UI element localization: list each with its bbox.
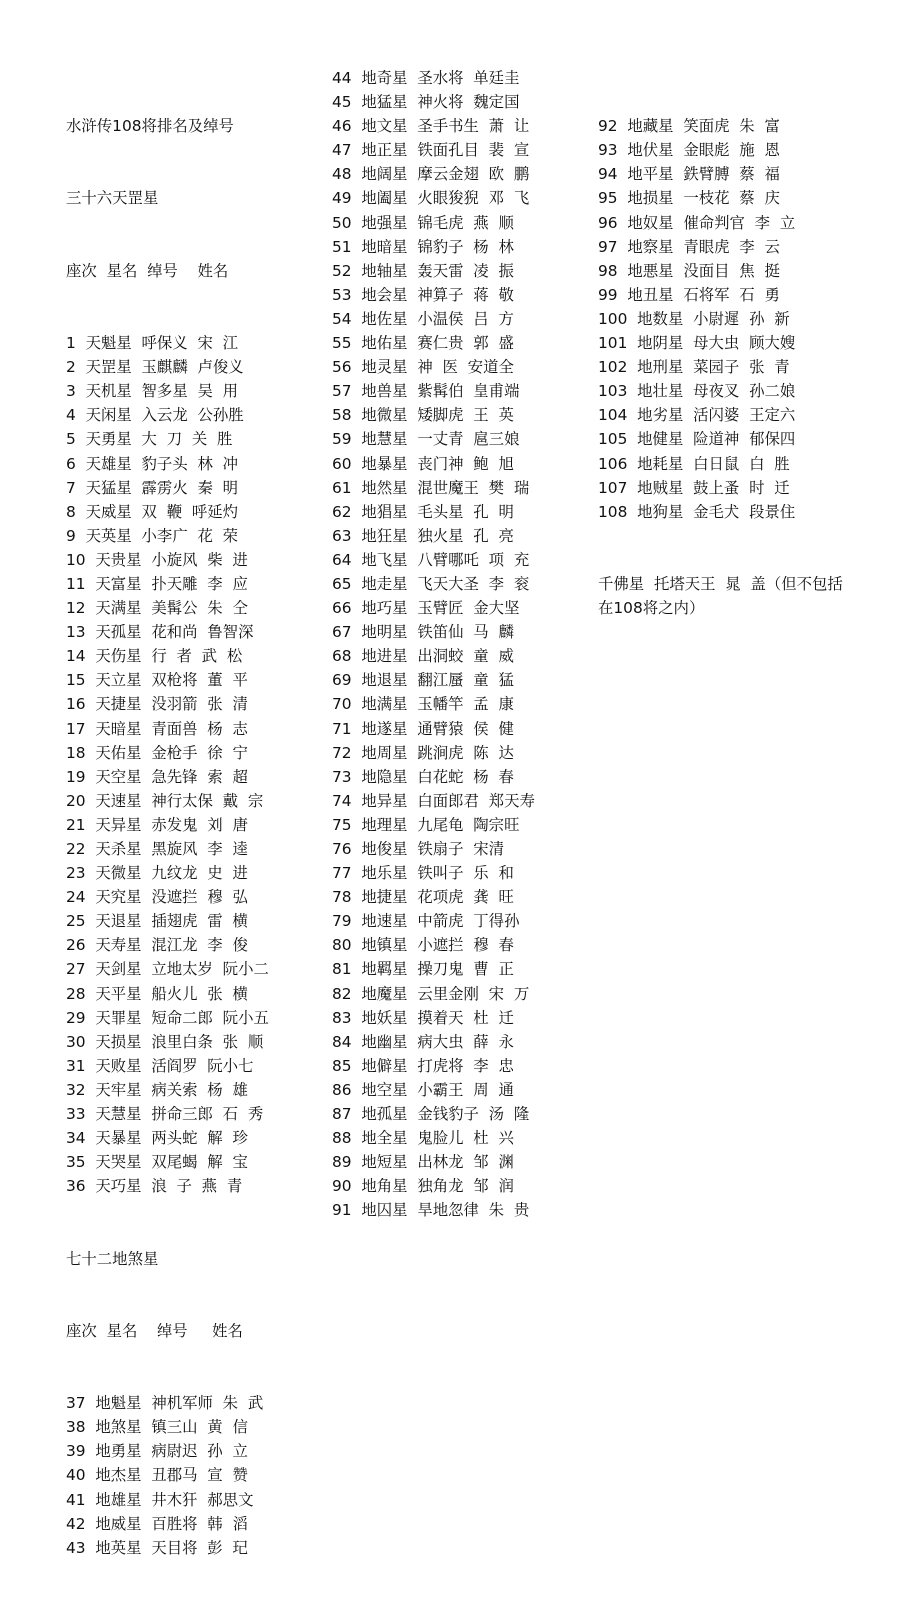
list-item: 100 地数星 小尉遲 孙 新 xyxy=(598,309,790,328)
list-item: 57 地兽星 紫髯伯 皇甫端 xyxy=(332,382,520,401)
list-item: 38 地煞星 镇三山 黄 信 xyxy=(66,1418,248,1437)
list-item: 87 地孤星 金钱豹子 汤 隆 xyxy=(332,1105,530,1124)
list-item: 4 天闲星 入云龙 公孙胜 xyxy=(66,406,244,425)
list-item: 46 地文星 圣手书生 萧 让 xyxy=(332,117,530,136)
list-item: 97 地察星 青眼虎 李 云 xyxy=(598,237,780,256)
list-item: 39 地勇星 病尉迟 孙 立 xyxy=(66,1442,248,1461)
list-item: 32 天牢星 病关索 杨 雄 xyxy=(66,1080,248,1099)
column-2 xyxy=(332,66,592,1223)
list-item: 12 天满星 美髯公 朱 仝 xyxy=(66,599,248,618)
list-item: 15 天立星 双枪将 董 平 xyxy=(66,671,248,690)
list-item: 98 地悪星 没面目 焦 挺 xyxy=(598,261,780,280)
list-item: 61 地然星 混世魔王 樊 瑞 xyxy=(332,478,530,497)
list-item: 40 地杰星 丑郡马 宣 赞 xyxy=(66,1466,248,1485)
list-item: 80 地镇星 小遮拦 穆 春 xyxy=(332,936,514,955)
list-item: 64 地飞星 八臂哪吒 项 充 xyxy=(332,550,530,569)
list-disha-part3 xyxy=(598,114,848,524)
list-item: 3 天机星 智多星 吴 用 xyxy=(66,382,239,401)
list-item: 8 天威星 双 鞭 呼延灼 xyxy=(66,502,239,521)
note-chaogai: 千佛星 托塔天王 晁 盖（但不包括在108将之内） xyxy=(598,574,843,618)
list-item: 60 地暴星 丧门神 鲍 旭 xyxy=(332,454,514,473)
list-item: 21 天异星 赤发鬼 刘 唐 xyxy=(66,815,248,834)
section-title-tiangang: 三十六天罡星 xyxy=(66,189,159,208)
list-item: 16 天捷星 没羽箭 张 清 xyxy=(66,695,248,714)
list-item: 54 地佐星 小温侯 吕 方 xyxy=(332,309,514,328)
list-item: 51 地暗星 锦豹子 杨 林 xyxy=(332,237,514,256)
list-item: 24 天究星 没遮拦 穆 弘 xyxy=(66,888,248,907)
list-item: 83 地妖星 摸着天 杜 迁 xyxy=(332,1008,514,1027)
list-item: 36 天巧星 浪 子 燕 青 xyxy=(66,1177,243,1196)
list-item: 79 地速星 中箭虎 丁得孙 xyxy=(332,912,520,931)
list-item: 47 地正星 铁面孔目 裴 宣 xyxy=(332,141,530,160)
list-item: 9 天英星 小李广 花 荣 xyxy=(66,526,239,545)
list-item: 101 地阴星 母大虫 顾大嫂 xyxy=(598,334,796,353)
list-item: 84 地幽星 病大虫 薛 永 xyxy=(332,1032,514,1051)
table-header-tiangang: 座次 星名 绰号 姓名 xyxy=(66,261,229,280)
list-item: 106 地耗星 白日鼠 白 胜 xyxy=(598,454,790,473)
list-item: 89 地短星 出林龙 邹 渊 xyxy=(332,1153,514,1172)
list-item: 35 天哭星 双尾蝎 解 宝 xyxy=(66,1153,248,1172)
list-item: 59 地慧星 一丈青 扈三娘 xyxy=(332,430,520,449)
list-item: 23 天微星 九纹龙 史 进 xyxy=(66,864,248,883)
list-item: 91 地囚星 旱地忽律 朱 贵 xyxy=(332,1201,530,1220)
list-item: 86 地空星 小霸王 周 通 xyxy=(332,1080,514,1099)
list-item: 68 地进星 出洞蛟 童 威 xyxy=(332,647,514,666)
list-item: 1 天魁星 呼保义 宋 江 xyxy=(66,334,239,353)
list-item: 27 天剑星 立地太岁 阮小二 xyxy=(66,960,269,979)
list-item: 70 地满星 玉幡竿 孟 康 xyxy=(332,695,514,714)
document-title: 水浒传108将排名及绰号 xyxy=(66,117,234,136)
list-item: 74 地异星 白面郎君 郑天寿 xyxy=(332,791,535,810)
list-item: 85 地僻星 打虎将 李 忠 xyxy=(332,1056,514,1075)
list-item: 43 地英星 天目将 彭 玘 xyxy=(66,1538,248,1557)
list-item: 30 天损星 浪里白条 张 顺 xyxy=(66,1032,264,1051)
list-item: 99 地丑星 石将军 石 勇 xyxy=(598,285,780,304)
list-item: 6 天雄星 豹子头 林 冲 xyxy=(66,454,239,473)
list-item: 53 地会星 神算子 蒋 敬 xyxy=(332,285,514,304)
list-item: 102 地刑星 菜园子 张 青 xyxy=(598,358,790,377)
list-item: 48 地阔星 摩云金翅 欧 鹏 xyxy=(332,165,530,184)
section-title-disha: 七十二地煞星 xyxy=(66,1249,159,1268)
column-3 xyxy=(598,66,848,668)
list-tiangang xyxy=(66,331,326,1198)
list-item: 5 天勇星 大 刀 关 胜 xyxy=(66,430,233,449)
list-item: 19 天空星 急先锋 索 超 xyxy=(66,767,248,786)
list-item: 72 地周星 跳涧虎 陈 达 xyxy=(332,743,514,762)
list-item: 7 天猛星 霹雳火 秦 明 xyxy=(66,478,239,497)
list-item: 52 地轴星 轰天雷 凌 振 xyxy=(332,261,514,280)
list-item: 78 地捷星 花项虎 龚 旺 xyxy=(332,888,514,907)
list-item: 17 天暗星 青面兽 杨 志 xyxy=(66,719,248,738)
list-item: 22 天杀星 黑旋风 李 逵 xyxy=(66,840,248,858)
list-item: 41 地雄星 井木犴 郝思文 xyxy=(66,1490,254,1509)
table-header-disha: 座次 星名 绰号 姓名 xyxy=(66,1321,243,1340)
list-item: 28 天平星 船火儿 张 横 xyxy=(66,984,248,1003)
list-item: 81 地羁星 操刀鬼 曹 正 xyxy=(332,960,514,979)
list-item: 14 天伤星 行 者 武 松 xyxy=(66,647,243,666)
list-item: 77 地乐星 铁叫子 乐 和 xyxy=(332,864,514,883)
list-item: 58 地微星 矮脚虎 王 英 xyxy=(332,406,514,425)
list-item: 107 地贼星 鼓上蚤 时 迁 xyxy=(598,478,790,497)
list-item: 42 地威星 百胜将 韩 滔 xyxy=(66,1514,248,1533)
list-item: 108 地狗星 金毛犬 段景住 xyxy=(598,502,796,521)
list-item: 11 天富星 扑天雕 李 应 xyxy=(66,574,248,593)
list-item: 33 天慧星 拼命三郎 石 秀 xyxy=(66,1105,264,1124)
list-item: 13 天孤星 花和尚 鲁智深 xyxy=(66,623,254,642)
list-item: 94 地平星 鉄臂膊 蔡 福 xyxy=(598,165,780,184)
list-item: 55 地佑星 赛仁贵 郭 盛 xyxy=(332,334,514,353)
list-item: 26 天寿星 混江龙 李 俊 xyxy=(66,936,248,955)
list-item: 103 地壮星 母夜叉 孙二娘 xyxy=(598,382,796,401)
list-item: 49 地阖星 火眼狻猊 邓 飞 xyxy=(332,189,530,208)
list-item: 20 天速星 神行太保 戴 宗 xyxy=(66,791,264,810)
list-item: 31 天败星 活阎罗 阮小七 xyxy=(66,1056,254,1075)
list-item: 71 地遂星 通臂猿 侯 健 xyxy=(332,719,514,738)
list-item: 10 天贵星 小旋风 柴 进 xyxy=(66,550,248,569)
list-item: 104 地劣星 活闪婆 王定六 xyxy=(598,406,796,425)
list-item: 37 地魁星 神机军师 朱 武 xyxy=(66,1394,264,1413)
list-item: 92 地藏星 笑面虎 朱 富 xyxy=(598,117,780,136)
list-item: 88 地全星 鬼脸儿 杜 兴 xyxy=(332,1129,514,1148)
list-item: 18 天佑星 金枪手 徐 宁 xyxy=(66,743,248,762)
list-item: 95 地损星 一枝花 蔡 庆 xyxy=(598,189,780,208)
list-item: 50 地强星 锦毛虎 燕 顺 xyxy=(332,213,514,232)
list-item: 93 地伏星 金眼彪 施 恩 xyxy=(598,141,780,160)
list-item: 105 地健星 险道神 郁保四 xyxy=(598,430,796,449)
list-item: 69 地退星 翻江蜃 童 猛 xyxy=(332,671,514,690)
list-item: 67 地明星 铁笛仙 马 麟 xyxy=(332,623,514,642)
list-item: 76 地俊星 铁扇子 宋清 xyxy=(332,840,505,858)
list-item: 73 地隐星 白花蛇 杨 春 xyxy=(332,767,514,786)
list-item: 63 地狂星 独火星 孔 亮 xyxy=(332,526,514,545)
list-item: 25 天退星 插翅虎 雷 横 xyxy=(66,912,248,931)
list-item: 96 地奴星 催命判官 李 立 xyxy=(598,213,796,232)
list-item: 45 地猛星 神火将 魏定国 xyxy=(332,93,520,112)
list-item: 75 地理星 九尾龟 陶宗旺 xyxy=(332,815,520,834)
list-item: 44 地奇星 圣水将 单廷圭 xyxy=(332,69,520,87)
list-item: 62 地猖星 毛头星 孔 明 xyxy=(332,502,514,521)
list-disha-part1 xyxy=(66,1391,326,1560)
list-item: 82 地魔星 云里金刚 宋 万 xyxy=(332,984,530,1003)
list-item: 29 天罪星 短命二郎 阮小五 xyxy=(66,1008,269,1027)
list-item: 66 地巧星 玉臂匠 金大坚 xyxy=(332,599,520,618)
list-item: 2 天罡星 玉麒麟 卢俊义 xyxy=(66,358,244,377)
list-item: 65 地走星 飞天大圣 李 衮 xyxy=(332,574,530,593)
column-1 xyxy=(66,66,326,1608)
list-item: 34 天暴星 两头蛇 解 珍 xyxy=(66,1129,248,1148)
list-item: 90 地角星 独角龙 邹 润 xyxy=(332,1177,514,1196)
list-item: 56 地灵星 神 医 安道全 xyxy=(332,358,514,377)
